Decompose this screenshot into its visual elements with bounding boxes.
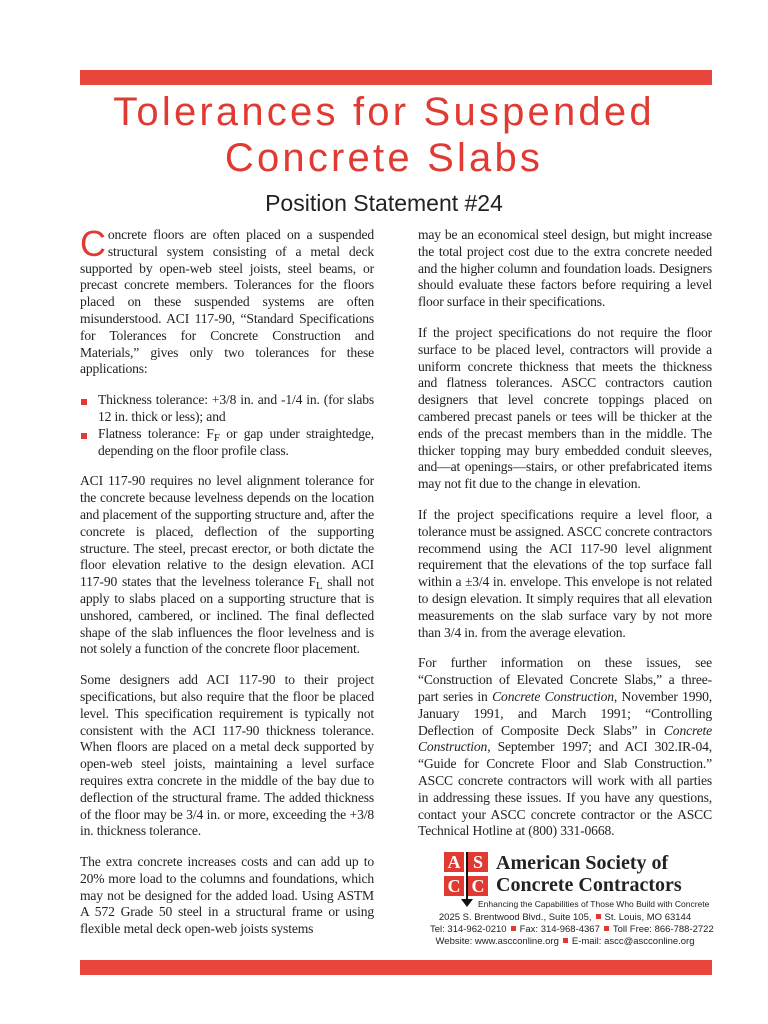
text: Toll Free: 866-788-2722 bbox=[612, 924, 714, 936]
text: , November 1990, January 1991, and March 1991; “Controlling Deflection of Composite Deck Slabs” in bbox=[418, 688, 712, 738]
list-item bbox=[80, 426, 374, 460]
title-line-1: Tolerances for Suspended bbox=[113, 90, 655, 134]
phone-line bbox=[430, 924, 714, 936]
bottom-red-bar bbox=[80, 960, 712, 975]
plumb-bob-icon bbox=[461, 899, 473, 907]
subtitle: Position Statement #24 bbox=[265, 190, 503, 216]
text: Fax: 314-968-4367 bbox=[519, 924, 600, 936]
logo-letter: C bbox=[468, 876, 488, 896]
top-red-bar bbox=[80, 70, 712, 85]
logo-letter: S bbox=[468, 852, 488, 872]
text: For further information on these issues, see “Construction of Elevated Concrete Slabs,” a three-part series in bbox=[418, 655, 712, 704]
list-item: Thickness tolerance: +3/8 in. and -1/4 in. (for slabs 12 in. thick or less); and bbox=[80, 392, 374, 426]
website-link[interactable]: Website: www.ascconline.org bbox=[435, 936, 559, 948]
text: St. Louis, MO 63144 bbox=[604, 912, 692, 924]
paragraph-text: oncrete floors are often placed on a suspended structural system consisting of a metal deck supported by open-web steel joists, steel beams, or precast concrete members. Tolerances for the floors placed on these suspended systems are often misunderstood. ACI 117-90, “Standard Specifications for Tolerances for Concrete Construction and Materials,” gives only two tolerances for these applications: bbox=[80, 227, 374, 377]
left-column bbox=[80, 223, 375, 948]
web-line bbox=[430, 936, 700, 947]
text: Flatness tolerance: F bbox=[98, 425, 214, 441]
ascc-logo-block bbox=[430, 852, 720, 948]
org-name-line-2: Concrete Contractors bbox=[496, 874, 682, 897]
text: or gap under straightedge, depending on the floor profile class. bbox=[98, 425, 375, 458]
logo-letter: A bbox=[444, 852, 464, 872]
plumb-line-icon bbox=[466, 852, 468, 900]
paragraph bbox=[80, 223, 374, 378]
text: ACI 117-90 requires no level alignment tolerance for the concrete because levelness depends on the location and placement of the supporting structure and, after the concrete is placed, deflection of the supporting structure. The steel, precast erector, or both dictate the floor elevation relative to the design elevation. ACI 117-90 states that the levelness tolerance F bbox=[80, 473, 374, 590]
paragraph: If the project specifications do not require the floor surface to be placed level, contractors will provide a uniform concrete thickness that meets the thickness and flatness tolerances. ASCC contractors caution designers that level concrete toppings placed on cambered precast panels or tees will be thicker at the ends of the precast members than in the middle. The thicker topping may bury embedded conduit sleeves, and—at openings—stairs, or other prefabricated items may not fit due to the change in elevation. bbox=[418, 324, 712, 492]
paragraph: may be an economical steel design, but might increase the total project cost due to the extra concrete needed and the higher column and foundation loads. Designers should evaluate these factors before requiring a level floor surface in their specifications. bbox=[418, 227, 712, 310]
italic-text: Concrete Construction bbox=[492, 688, 614, 704]
text: , September 1997; and ACI 302.IR-04, “Guide for Concrete Floor and Slab Construction.” ASCC concrete contractors will work with all parties in addressing these issues. If you have any questions, contact your ASCC concrete contractor or the ASCC Technical Hotline at (800) 331-0668. bbox=[418, 739, 712, 839]
paragraph bbox=[418, 655, 712, 840]
paragraph bbox=[80, 473, 374, 658]
org-name-line-1: American Society of bbox=[496, 852, 669, 875]
logo-letter: C bbox=[444, 876, 464, 896]
drop-cap: C bbox=[80, 223, 106, 264]
paragraph: Some designers add ACI 117-90 to their project specifications, but also require that the floor be placed level. This specification requirement is typically not consistent with the ACI 117-90 thickness tolerance. When floors are placed on a metal deck supported by open-web steel joists, maintaining a level surface requires extra concrete in the middle of the bay due to deflection of the structural frame. The added thickness of the floor may be 3/4 in. or more, exceeding the +3/8 in. thickness tolerance. bbox=[80, 672, 374, 839]
tagline: Enhancing the Capabilities of Those Who Build with Concrete bbox=[478, 899, 710, 910]
subscript: F bbox=[213, 431, 220, 444]
two-column-body bbox=[80, 223, 714, 948]
text: Tel: 314-962-0210 bbox=[430, 924, 507, 936]
title-line-2: Concrete Slabs bbox=[224, 136, 544, 180]
address-line bbox=[430, 912, 700, 923]
right-column bbox=[418, 227, 712, 948]
italic-text: Concrete Construction bbox=[418, 722, 712, 755]
tolerance-list bbox=[80, 392, 374, 459]
email-link[interactable]: E-mail: ascc@ascconline.org bbox=[571, 936, 695, 948]
paragraph: The extra concrete increases costs and can add up to 20% more load to the columns and foundations, which may not be designed for the added load. Using ASTM A 572 Grade 50 steel in a structural frame or using flexible metal deck open-web joists systems bbox=[80, 854, 374, 937]
text: shall not apply to slabs placed on a supporting structure that is unshored, cambered, or inclined. The final deflected shape of the slab influences the floor levelness and is not solely a function of the concrete floor placement. bbox=[80, 574, 375, 657]
paragraph: If the project specifications require a level floor, a tolerance must be assigned. ASCC concrete contractors recommend using the ACI 117-90 level alignment requirement that the elevations of the top surface fall within a ±3/4 in. envelope. This envelope is not related to design elevation. It simply requires that all elevation measurements on the slab surface vary by not more than 3/4 in. from the average elevation. bbox=[418, 506, 712, 640]
subscript: L bbox=[315, 580, 323, 593]
text: 2025 S. Brentwood Blvd., Suite 105, bbox=[438, 912, 592, 924]
